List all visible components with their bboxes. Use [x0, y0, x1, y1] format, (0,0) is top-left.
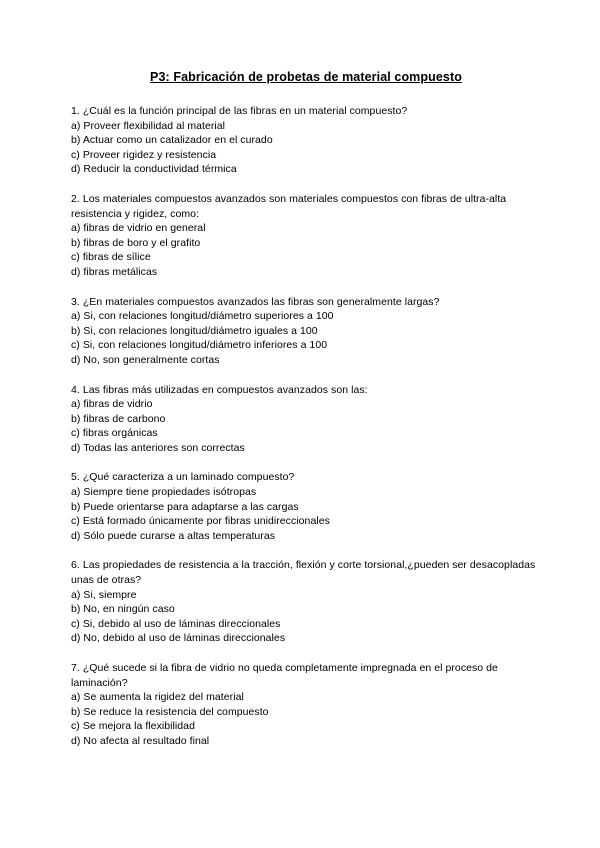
option-a: a) Siempre tiene propiedades isótropas — [71, 486, 257, 499]
document-title: P3: Fabricación de probetas de material compuesto — [150, 70, 462, 84]
option-b: b) fibras de boro y el grafito — [71, 236, 201, 249]
option-c: c) Si, debido al uso de láminas direccionales — [71, 617, 281, 630]
option-c: c) Proveer rigidez y resistencia — [71, 148, 217, 161]
question-text: 2. Los materiales compuestos avanzados son materiales compuestos con fibras de ultra-alta resistencia y rigidez, como: — [71, 192, 507, 220]
option-c: c) fibras orgánicas — [71, 427, 158, 440]
option-a: a) Si, con relaciones longitud/diámetro superiores a 100 — [71, 310, 334, 323]
option-d: d) No afecta al resultado final — [71, 734, 210, 747]
question-text: 6. Las propiedades de resistencia a la tracción, flexión y corte torsional,¿pueden ser desacopladas unas de otras? — [71, 559, 536, 587]
question-2 — [71, 192, 541, 280]
question-text: 1. ¿Cuál es la función principal de las fibras en un material compuesto? — [71, 105, 408, 117]
option-a: a) Si, siempre — [71, 588, 137, 601]
question-7 — [71, 661, 541, 749]
option-b: b) Puede orientarse para adaptarse a las cargas — [71, 500, 299, 513]
question-text: 5. ¿Qué caracteriza a un laminado compuesto? — [71, 471, 295, 484]
option-a: a) fibras de vidrio en general — [71, 222, 206, 235]
question-text: 4. Las fibras más utilizadas en compuestos avanzados son las: — [71, 383, 368, 396]
option-c: c) Se mejora la flexibilidad — [71, 720, 195, 733]
option-d: d) Todas las anteriores son correctas — [71, 441, 245, 454]
option-c: c) Está formado únicamente por fibras unidireccionales — [71, 515, 330, 528]
option-d: d) Reducir la conductividad térmica — [71, 163, 237, 176]
option-d: d) Sólo puede curarse a altas temperaturas — [71, 529, 276, 542]
question-6 — [71, 558, 541, 646]
option-c: c) fibras de sílice — [71, 251, 151, 264]
question-text: 7. ¿Qué sucede si la fibra de vidrio no queda completamente impregnada en el proceso de laminación? — [71, 662, 498, 689]
option-b: b) fibras de carbono — [71, 412, 166, 425]
option-d: d) fibras metálicas — [71, 265, 158, 278]
option-a: a) fibras de vidrio — [71, 398, 153, 411]
option-d: d) No, debido al uso de láminas direccionales — [71, 632, 286, 645]
option-a: a) Se aumenta la rigidez del material — [71, 691, 244, 704]
question-text: 3. ¿En materiales compuestos avanzados las fibras son generalmente largas? — [71, 295, 440, 308]
option-b: b) No, en ningún caso — [71, 603, 175, 616]
question-4 — [71, 383, 541, 456]
option-b: b) Si, con relaciones longitud/diámetro iguales a 100 — [71, 324, 318, 337]
option-b: b) Actuar como un catalizador en el curado — [71, 134, 273, 147]
option-b: b) Se reduce la resistencia del compuesto — [71, 705, 269, 718]
question-1 — [71, 104, 541, 177]
question-3 — [71, 295, 541, 368]
option-c: c) Si, con relaciones longitud/diámetro inferiores a 100 — [71, 339, 328, 352]
question-5 — [71, 470, 541, 543]
option-d: d) No, son generalmente cortas — [71, 353, 220, 366]
document-page — [71, 70, 541, 764]
option-a: a) Proveer flexibilidad al material — [71, 119, 226, 132]
